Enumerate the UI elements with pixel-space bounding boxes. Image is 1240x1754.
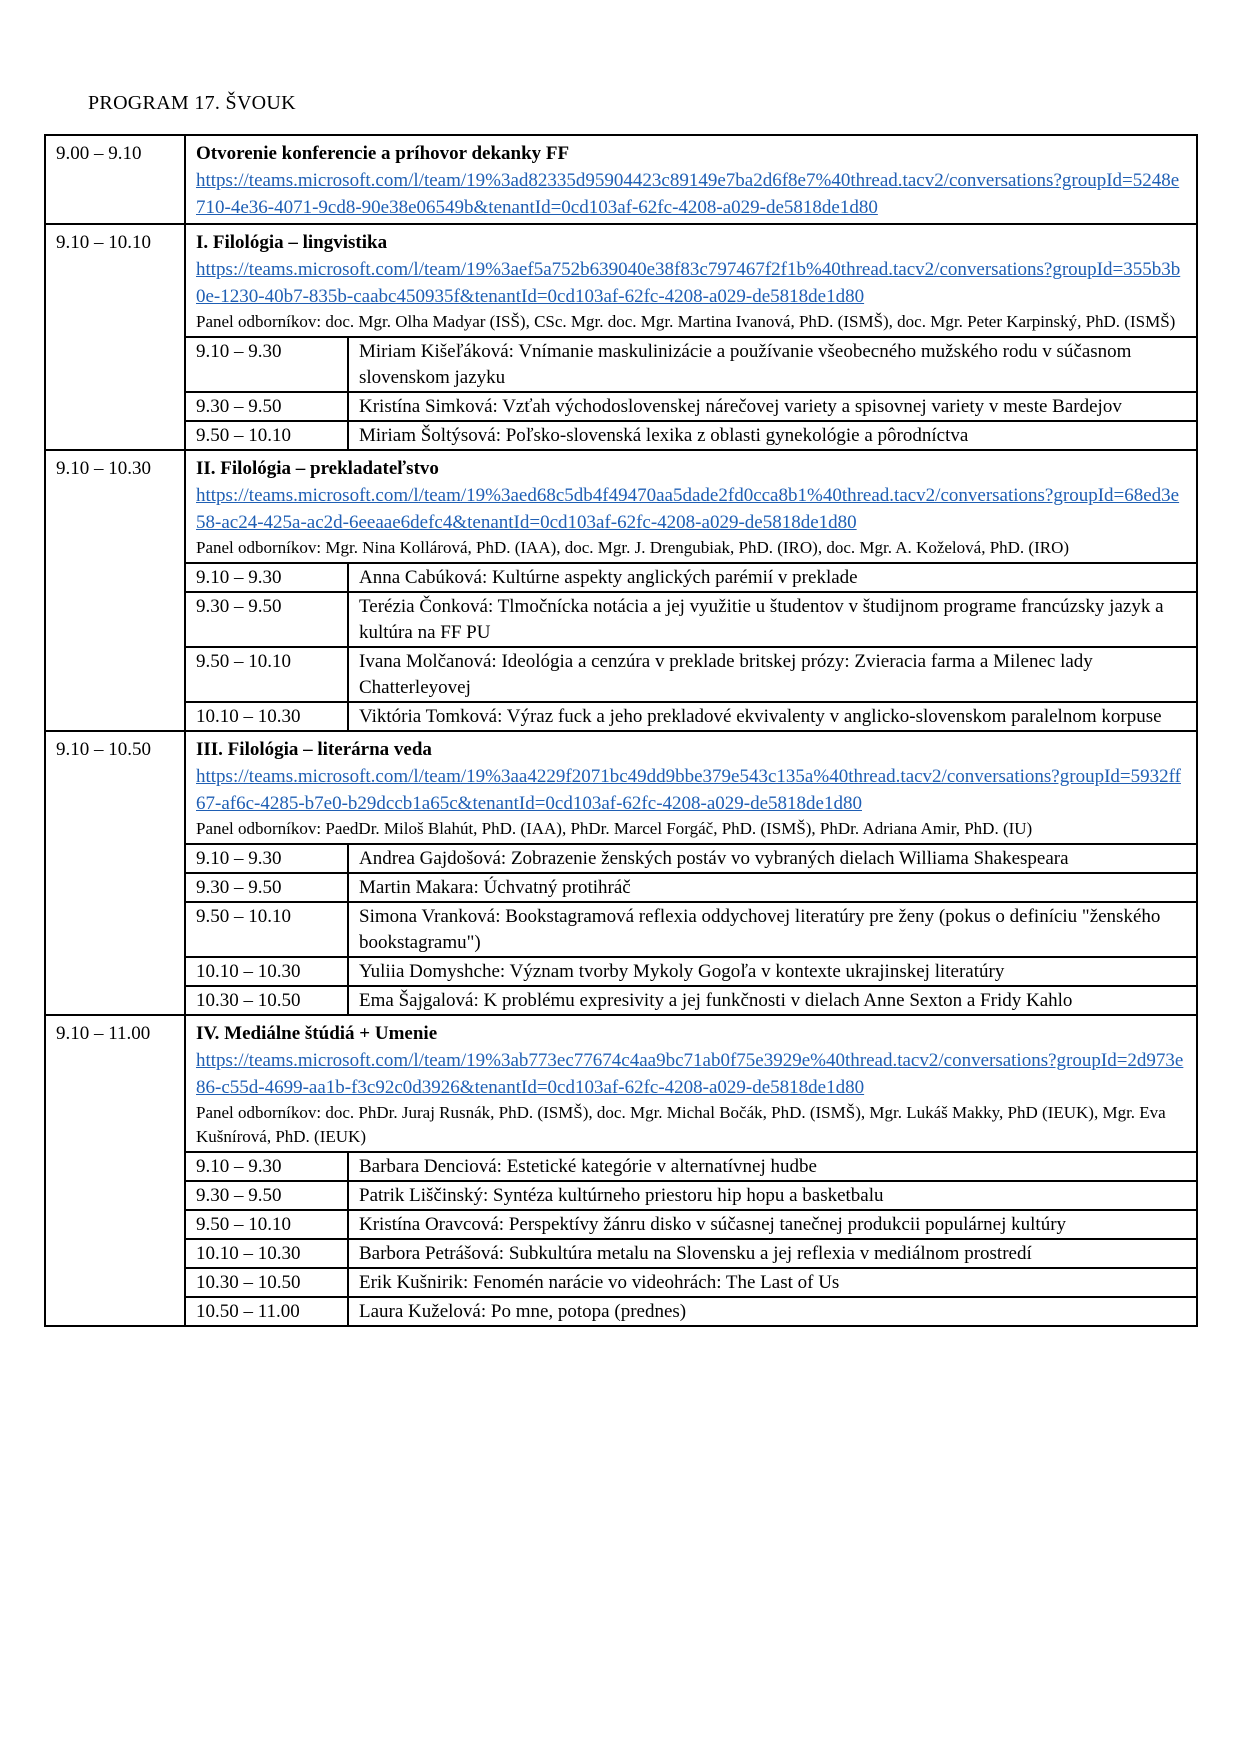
row-content	[185, 135, 1197, 224]
expert-panel: Panel odborníkov: doc. Mgr. Olha Madyar (ISŠ), CSc. Mgr. doc. Mgr. Martina Ivanová, PhD. (ISMŠ), doc. Mgr. Peter Karpinský, PhD. (ISMŠ)	[196, 312, 1176, 331]
talk-row	[186, 421, 1196, 449]
talk-row	[186, 647, 1196, 702]
talk-title: Yuliia Domyshche: Význam tvorby Mykoly Gogoľa v kontexte ukrajinskej literatúry	[348, 957, 1196, 986]
row-time: 9.00 – 9.10	[45, 135, 185, 224]
teams-link[interactable]: https://teams.microsoft.com/l/team/19%3aed68c5db4f49470aa5dade2fd0cca8b1%40thread.tacv2/conversations?groupId=68ed3e58-ac24-425a-ac2d-6eeaae6defc4&tenantId=0cd103af-62fc-4208-a029-de5818de1d80	[196, 485, 1180, 533]
page-title: PROGRAM 17. ŠVOUK	[88, 92, 296, 114]
talk-title: Martin Makara: Úchvatný protihráč	[348, 873, 1196, 902]
talk-row	[186, 1268, 1196, 1297]
talk-row	[186, 337, 1196, 392]
talk-row	[186, 702, 1196, 730]
talk-title: Barbora Petrášová: Subkultúra metalu na Slovensku a jej reflexia v mediálnom prostredí	[348, 1239, 1196, 1268]
talk-time: 9.50 – 10.10	[186, 902, 348, 957]
row-content	[185, 450, 1197, 731]
talk-time: 10.10 – 10.30	[186, 1239, 348, 1268]
talk-row	[186, 592, 1196, 647]
row-time: 9.10 – 10.50	[45, 731, 185, 1015]
talk-time: 10.10 – 10.30	[186, 702, 348, 730]
talk-row	[186, 1239, 1196, 1268]
row-time: 9.10 – 11.00	[45, 1015, 185, 1326]
talk-time: 9.30 – 9.50	[186, 873, 348, 902]
talk-title: Ivana Molčanová: Ideológia a cenzúra v preklade britskej prózy: Zvieracia farma a Milenec lady Chatterleyovej	[348, 647, 1196, 702]
talk-row	[186, 957, 1196, 986]
talk-title: Ema Šajgalová: K problému expresivity a jej funkčnosti v dielach Anne Sexton a Fridy Kahlo	[348, 986, 1196, 1014]
program-row-opening	[45, 135, 1197, 224]
talk-row	[186, 1297, 1196, 1325]
row-content	[185, 224, 1197, 450]
program-table	[44, 134, 1198, 1327]
talk-title: Miriam Šoltýsová: Poľsko-slovenská lexika z oblasti gynekológie a pôrodníctva	[348, 421, 1196, 449]
talk-time: 9.30 – 9.50	[186, 1181, 348, 1210]
talks-table	[186, 843, 1196, 1014]
teams-link[interactable]: https://teams.microsoft.com/l/team/19%3ad82335d95904423c89149e7ba2d6f8e7%40thread.tacv2/conversations?groupId=5248e710-4e36-4071-9cd8-90e38e06549b&tenantId=0cd103af-62fc-4208-a029-de5818de1d80	[196, 170, 1180, 218]
talk-row	[186, 1152, 1196, 1181]
talk-time: 9.30 – 9.50	[186, 592, 348, 647]
teams-link[interactable]: https://teams.microsoft.com/l/team/19%3ab773ec77674c4aa9bc71ab0f75e3929e%40thread.tacv2/conversations?groupId=2d973e86-c55d-4699-aa1b-f3c92c0d3926&tenantId=0cd103af-62fc-4208-a029-de5818de1d80	[196, 1050, 1184, 1098]
section-title: Otvorenie konferencie a príhovor dekanky FF	[196, 143, 570, 164]
talk-title: Miriam Kišeľáková: Vnímanie maskulinizácie a používanie všeobecného mužského rodu v súčasnom slovenskom jazyku	[348, 337, 1196, 392]
section-title: II. Filológia – prekladateľstvo	[196, 458, 439, 479]
talk-time: 9.30 – 9.50	[186, 392, 348, 421]
row-content	[185, 1015, 1197, 1326]
talk-title: Barbara Denciová: Estetické kategórie v alternatívnej hudbe	[348, 1152, 1196, 1181]
talk-time: 9.50 – 10.10	[186, 421, 348, 449]
row-time: 9.10 – 10.10	[45, 224, 185, 450]
section-title: I. Filológia – lingvistika	[196, 232, 388, 253]
talk-title: Simona Vranková: Bookstagramová reflexia oddychovej literatúry pre ženy (pokus o definíciu "ženského bookstagramu")	[348, 902, 1196, 957]
talk-title: Erik Kušnirik: Fenomén narácie vo videohrách: The Last of Us	[348, 1268, 1196, 1297]
talks-table	[186, 1151, 1196, 1325]
expert-panel: Panel odborníkov: PaedDr. Miloš Blahút, PhD. (IAA), PhDr. Marcel Forgáč, PhD. (ISMŠ), PhDr. Adriana Amir, PhD. (IU)	[196, 819, 1033, 838]
talk-title: Kristína Simková: Vzťah východoslovenskej nárečovej variety a spisovnej variety v meste Bardejov	[348, 392, 1196, 421]
talk-time: 9.50 – 10.10	[186, 1210, 348, 1239]
program-row-section-3	[45, 731, 1197, 1015]
talk-title: Anna Cabúková: Kultúrne aspekty anglických parémií v preklade	[348, 563, 1196, 592]
teams-link[interactable]: https://teams.microsoft.com/l/team/19%3aa4229f2071bc49dd9bbe379e543c135a%40thread.tacv2/conversations?groupId=5932ff67-af6c-4285-b7e0-b29dccb1a65c&tenantId=0cd103af-62fc-4208-a029-de5818de1d80	[196, 766, 1181, 814]
teams-link[interactable]: https://teams.microsoft.com/l/team/19%3aef5a752b639040e38f83c797467f2f1b%40thread.tacv2/conversations?groupId=355b3b0e-1230-40b7-835b-caabc450935f&tenantId=0cd103af-62fc-4208-a029-de5818de1d80	[196, 259, 1181, 307]
talk-time: 10.30 – 10.50	[186, 986, 348, 1014]
talk-title: Kristína Oravcová: Perspektívy žánru disko v súčasnej tanečnej produkcii populárnej kultúry	[348, 1210, 1196, 1239]
talk-row	[186, 986, 1196, 1014]
talks-table	[186, 562, 1196, 730]
program-row-section-1	[45, 224, 1197, 450]
talk-title: Andrea Gajdošová: Zobrazenie ženských postáv vo vybraných dielach Williama Shakespeara	[348, 844, 1196, 873]
program-row-section-2	[45, 450, 1197, 731]
talks-table	[186, 336, 1196, 449]
row-time: 9.10 – 10.30	[45, 450, 185, 731]
talk-title: Patrik Liščinský: Syntéza kultúrneho priestoru hip hopu a basketbalu	[348, 1181, 1196, 1210]
talk-time: 9.10 – 9.30	[186, 337, 348, 392]
talk-row	[186, 873, 1196, 902]
section-title: III. Filológia – literárna veda	[196, 739, 432, 760]
expert-panel: Panel odborníkov: Mgr. Nina Kollárová, PhD. (IAA), doc. Mgr. J. Drengubiak, PhD. (IRO), doc. Mgr. A. Koželová, PhD. (IRO)	[196, 538, 1070, 557]
talk-row	[186, 902, 1196, 957]
section-title: IV. Mediálne štúdiá + Umenie	[196, 1023, 438, 1044]
talk-time: 9.50 – 10.10	[186, 647, 348, 702]
talk-row	[186, 563, 1196, 592]
talk-time: 9.10 – 9.30	[186, 844, 348, 873]
talk-time: 10.10 – 10.30	[186, 957, 348, 986]
talk-row	[186, 1210, 1196, 1239]
talk-time: 9.10 – 9.30	[186, 1152, 348, 1181]
talk-time: 10.30 – 10.50	[186, 1268, 348, 1297]
talk-row	[186, 1181, 1196, 1210]
program-row-section-4	[45, 1015, 1197, 1326]
talk-time: 10.50 – 11.00	[186, 1297, 348, 1325]
talk-row	[186, 392, 1196, 421]
talk-row	[186, 844, 1196, 873]
talk-title: Viktória Tomková: Výraz fuck a jeho prekladové ekvivalenty v anglicko-slovenskom paralelnom korpuse	[348, 702, 1196, 730]
row-content	[185, 731, 1197, 1015]
expert-panel: Panel odborníkov: doc. PhDr. Juraj Rusnák, PhD. (ISMŠ), doc. Mgr. Michal Bočák, PhD. (ISMŠ), Mgr. Lukáš Makky, PhD (IEUK), Mgr. Eva Kušnírová, PhD. (IEUK)	[196, 1103, 1166, 1146]
talk-time: 9.10 – 9.30	[186, 563, 348, 592]
talk-title: Terézia Čonková: Tlmočnícka notácia a jej využitie u študentov v študijnom programe francúzsky jazyk a kultúra na FF PU	[348, 592, 1196, 647]
talk-title: Laura Kuželová: Po mne, potopa (prednes)	[348, 1297, 1196, 1325]
